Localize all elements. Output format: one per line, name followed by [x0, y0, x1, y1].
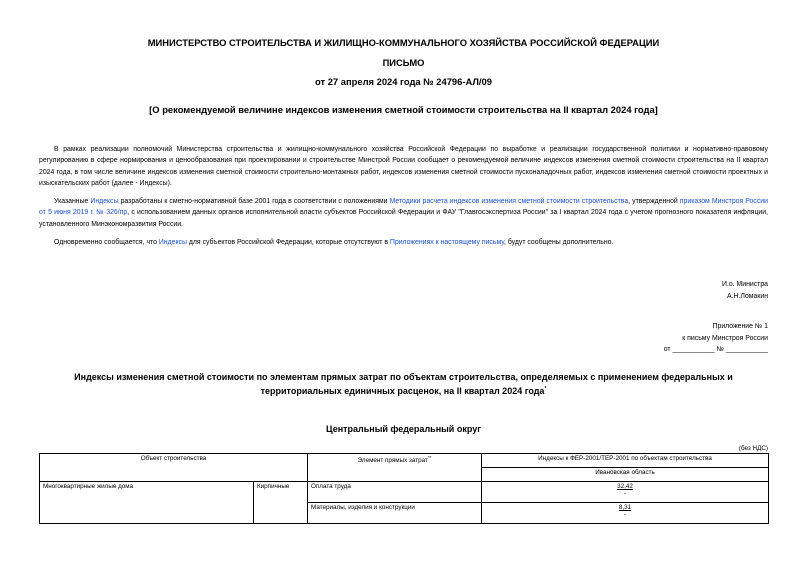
signature-block — [722, 279, 768, 302]
paragraph-3-text-b: для субъектов Российской Федерации, которые отсутствуют в — [186, 239, 390, 246]
cell-object: Многоквартирные жилые дома — [40, 482, 254, 524]
header-subregion: Ивановская область — [482, 468, 769, 482]
table-row — [40, 482, 769, 503]
indexes-link[interactable]: Индексы — [90, 198, 119, 205]
cell-element: Материалы, изделия и конструкции — [308, 503, 482, 524]
table-title-text: Индексы изменения сметной стоимости по элементам прямых затрат по объектам строительства, определяемых с применением федеральных и территориальных единичных расценок, на II квартал 2024 года — [74, 372, 733, 396]
cell-value-dash: - — [623, 511, 627, 518]
paragraph-2-text-b: разработаны к сметно-нормативной базе 2001 года в соответствии с положениями — [118, 198, 390, 205]
document-title: [О рекомендуемой величине индексов изменения сметной стоимости строительства на II квартал 2024 года] — [149, 104, 658, 115]
document-date: от 27 апреля 2024 года № 24796-АЛ/09 — [315, 76, 492, 87]
header-element-text: Элемент прямых затрат — [357, 457, 428, 465]
header-index: Индексы к ФЕР-2001/ТЕР-2001 по объектам строительства — [482, 454, 769, 468]
table-title — [39, 372, 768, 397]
paragraph-2-text-d: , с использованием данных органов исполнительной власти субъектов Российской Федерации и ФАУ "Главгосэкспертиза России" за I квартал 2024 года с учетом прогнозного показателя инфляции, установленного Минэкономразвития России. — [39, 209, 768, 228]
header-object: Объект строительства — [40, 454, 308, 482]
appendix-block — [664, 321, 768, 356]
methodology-link[interactable]: Методики расчета индексов изменения сметной стоимости строительства — [389, 198, 629, 205]
cell-value-number: 8,31 — [618, 504, 632, 511]
appendix-label: Приложение № 1 — [712, 323, 768, 330]
region-heading: Центральный федеральный округ — [326, 424, 481, 434]
cell-type: Кирпичные — [254, 482, 308, 524]
header-element — [308, 454, 482, 482]
cell-element: Оплата труда — [308, 482, 482, 503]
paragraph-1 — [39, 144, 768, 189]
document-type: ПИСЬМО — [382, 57, 425, 68]
paragraph-3-text-c: , будут сообщены дополнительно. — [504, 239, 614, 246]
paragraph-3 — [39, 237, 768, 248]
signature-name: А.Н.Ломакин — [727, 292, 768, 300]
paragraph-1-text: В рамках реализации полномочий Министерства строительства и жилищно-коммунального хозяйства Российской Федерации по выработке и реализации государственной политики и нормативно-правовому регулированию в сфере нормирования и ценообразования при проектировании и строительстве Минстрой России сообщает о рекомендуемой величине индексов изменения сметной стоимости строительства на II квартал 2024 года, в том числе величине индексов изменения сметной стоимости строительно-монтажных работ, индексов изменения сметной стоимости пусконаладочных работ, индексов изменения сметной стоимости проектных и изыскательских работ (далее - Индексы). — [39, 146, 768, 187]
signature-position: И.о. Министра — [721, 281, 768, 288]
header-element-footnote-mark: ** — [427, 455, 432, 460]
indexes-link-2[interactable]: Индексы — [158, 239, 187, 246]
ministry-heading: МИНИСТЕРСТВО СТРОИТЕЛЬСТВА И ЖИЛИЩНО-КОММУНАЛЬНОГО ХОЗЯЙСТВА РОССИЙСКОЙ ФЕДЕРАЦИИ — [147, 37, 660, 48]
paragraph-3-text-a: Одновременно сообщается, что — [54, 239, 159, 246]
vat-note: (без НДС) — [738, 445, 768, 452]
appendix-date-number-line: от ___________ № ___________ — [663, 346, 768, 353]
paragraph-2 — [39, 196, 768, 230]
paragraph-2-text-a: Указанные — [54, 198, 91, 205]
appendices-link[interactable]: Приложениях к настоящему письму — [389, 239, 505, 246]
table-header-row — [40, 454, 769, 468]
cell-value-dash: - — [623, 490, 627, 497]
table-title-footnote-mark: * — [544, 385, 547, 392]
appendix-reference: к письму Минстроя России — [682, 334, 768, 342]
cell-value — [482, 482, 769, 503]
cell-value — [482, 503, 769, 524]
paragraph-2-text-c: , утвержденной — [628, 198, 680, 205]
order-link[interactable]: приказом Минстроя России от 5 июня 2019 г. № 326/пр — [39, 198, 768, 217]
cell-value-number: 32,42 — [617, 483, 633, 490]
index-table — [39, 453, 769, 524]
